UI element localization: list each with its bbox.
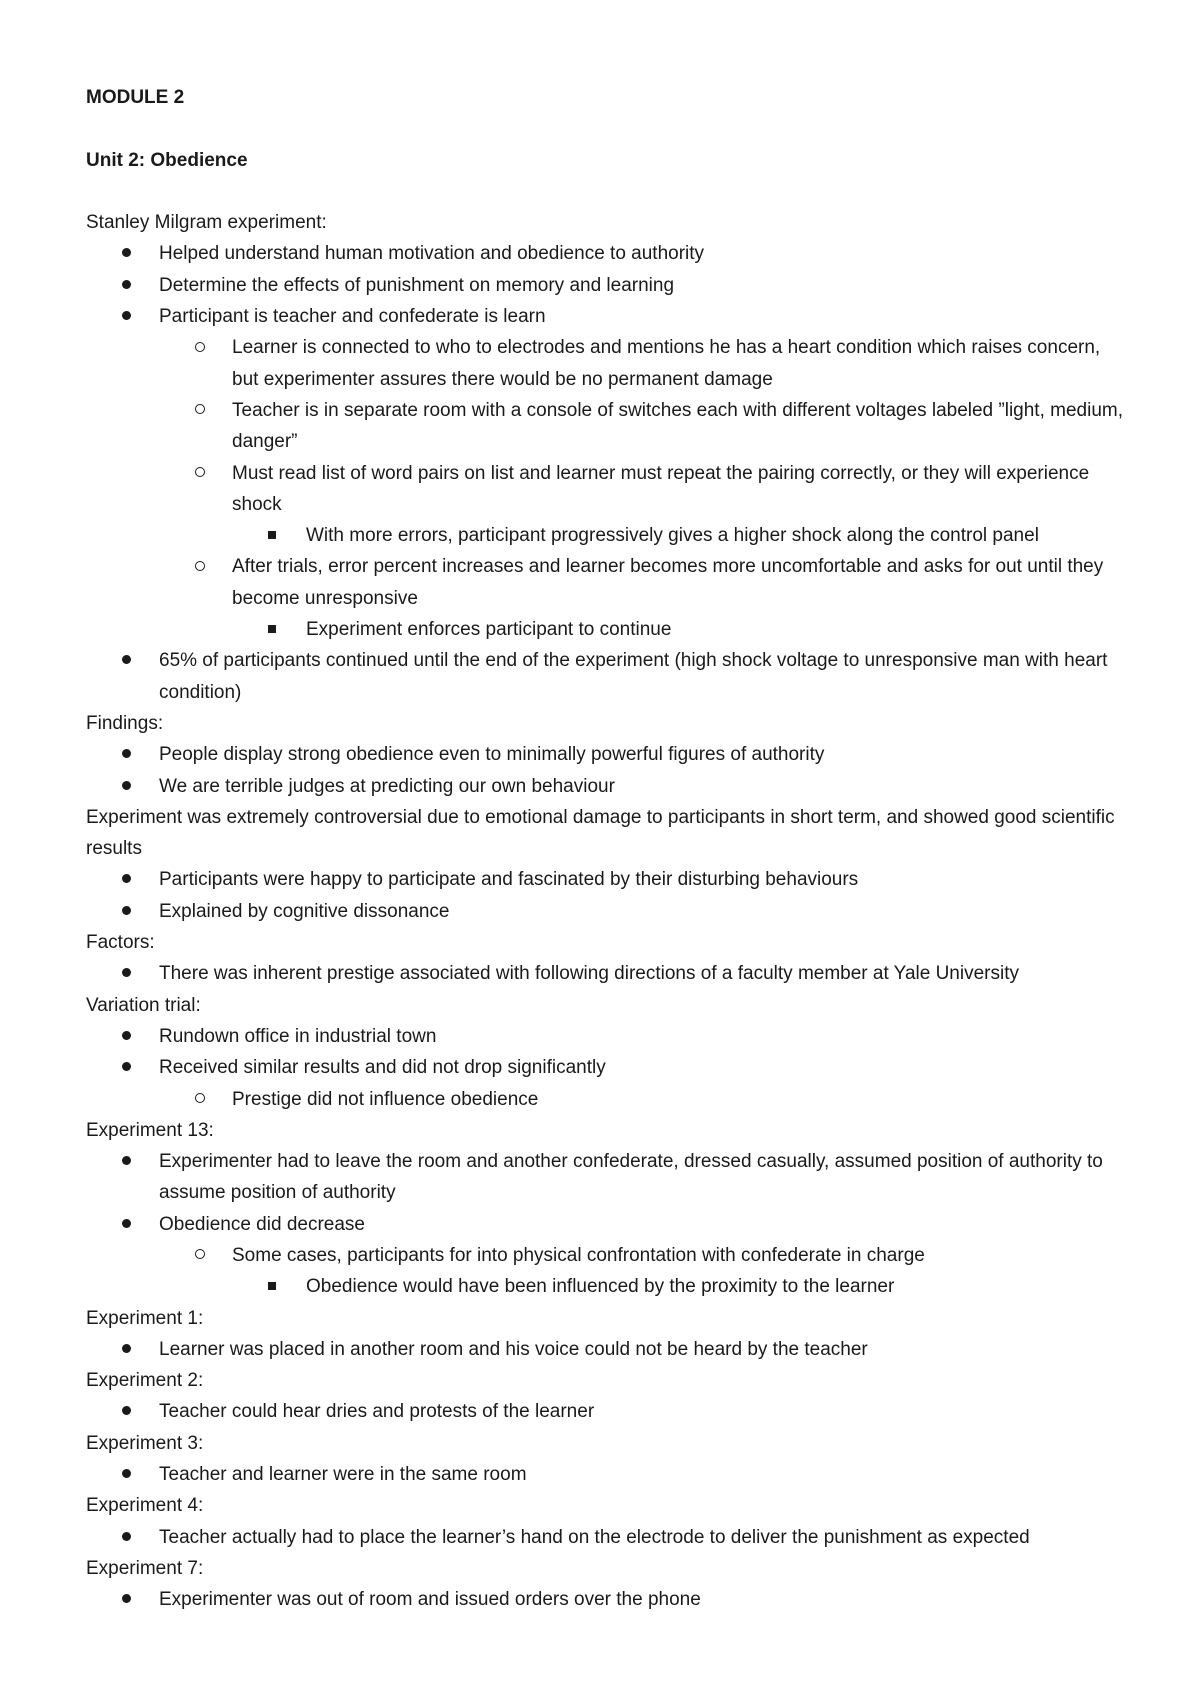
list-item [86, 238, 1126, 269]
list-item [86, 458, 1126, 521]
list-item-text: With more errors, participant progressively gives a higher shock along the control panel [306, 525, 1039, 547]
bullet-circle-icon [195, 551, 205, 582]
list-item-text: Teacher could hear dries and protests of the learner [159, 1401, 595, 1423]
bullet-dot-icon [122, 1021, 131, 1052]
bullet-dot-icon [122, 771, 131, 802]
list-item [86, 395, 1126, 458]
unit-title: Unit 2: Obedience [86, 149, 248, 171]
list-item [86, 771, 1126, 802]
bullet-dot-icon [122, 1459, 131, 1490]
list-item [86, 1146, 1126, 1209]
list-item-text: Teacher and learner were in the same room [159, 1464, 527, 1486]
bullet-dot-icon [122, 864, 131, 895]
list-item-text: Explained by cognitive dissonance [159, 900, 450, 922]
bullet-dot-icon [122, 1209, 131, 1240]
list-item-text: Obedience did decrease [159, 1213, 365, 1235]
bullet-dot-icon [122, 1334, 131, 1365]
list-item-text: Some cases, participants for into physical confrontation with confederate in charge [232, 1244, 925, 1266]
list-item [86, 520, 1126, 551]
list-item [86, 1396, 1126, 1427]
bullet-circle-icon [195, 1084, 205, 1115]
list-item [86, 1584, 1126, 1615]
spacer [86, 113, 1126, 144]
list-item [86, 645, 1126, 708]
list-item [86, 332, 1126, 395]
list-item [86, 1052, 1126, 1083]
section-heading: Variation trial: [86, 994, 201, 1016]
bullet-dot-icon [122, 1522, 131, 1553]
list-item-text: Teacher is in separate room with a console of switches each with different voltages labeled ”light, medium, danger” [232, 399, 1123, 453]
bullet-square-icon [268, 520, 276, 551]
section-heading: Experiment 2: [86, 1370, 204, 1392]
bullet-square-icon [268, 614, 276, 645]
list-item-text: Teacher actually had to place the learner’s hand on the electrode to deliver the punishment as expected [159, 1526, 1030, 1548]
list-item [86, 864, 1126, 895]
bullet-dot-icon [122, 301, 131, 332]
module-title: MODULE 2 [86, 87, 185, 108]
section-heading: Experiment 13: [86, 1119, 214, 1141]
bullet-circle-icon [195, 332, 205, 363]
bullet-dot-icon [122, 1052, 131, 1083]
spacer [86, 176, 1126, 207]
list-item-text: 65% of participants continued until the end of the experiment (high shock voltage to unresponsive man with heart condition) [159, 650, 1108, 703]
list-item-text: Experimenter had to leave the room and another confederate, dressed casually, assumed position of authority to assume position of authority [159, 1151, 1103, 1204]
list-item [86, 614, 1126, 645]
section-heading: Experiment 3: [86, 1432, 204, 1454]
list-item [86, 1084, 1126, 1115]
section-heading: Stanley Milgram experiment: [86, 212, 327, 234]
bullet-dot-icon [122, 238, 131, 269]
list-item-text: Obedience would have been influenced by the proximity to the learner [306, 1276, 895, 1298]
bullet-dot-icon [122, 896, 131, 927]
bullet-dot-icon [122, 1396, 131, 1427]
section-heading: Experiment 7: [86, 1557, 204, 1579]
notes-body [86, 207, 1126, 1615]
list-item-text: Participants were happy to participate and fascinated by their disturbing behaviours [159, 869, 859, 891]
list-item-text: People display strong obedience even to minimally powerful figures of authority [159, 744, 825, 766]
bullet-dot-icon [122, 1584, 131, 1615]
bullet-circle-icon [195, 395, 205, 426]
bullet-dot-icon [122, 739, 131, 770]
list-item-text: We are terrible judges at predicting our own behaviour [159, 775, 615, 797]
list-item-text: Received similar results and did not drop significantly [159, 1057, 606, 1079]
section-heading: Factors: [86, 932, 155, 954]
list-item [86, 896, 1126, 927]
section-heading: Experiment was extremely controversial due to emotional damage to participants in short term, and showed good scientific results [86, 806, 1115, 860]
list-item-text: Learner was placed in another room and his voice could not be heard by the teacher [159, 1338, 868, 1360]
list-item [86, 1209, 1126, 1240]
list-item-text: Prestige did not influence obedience [232, 1088, 539, 1110]
bullet-dot-icon [122, 958, 131, 989]
bullet-square-icon [268, 1271, 276, 1302]
list-item-text: Participant is teacher and confederate is learn [159, 306, 546, 328]
list-item [86, 1522, 1126, 1553]
list-item [86, 1021, 1126, 1052]
bullet-dot-icon [122, 645, 131, 676]
list-item-text: Must read list of word pairs on list and learner must repeat the pairing correctly, or they will experience shock [232, 462, 1090, 515]
list-item [86, 551, 1126, 614]
list-item-text: Rundown office in industrial town [159, 1025, 437, 1047]
list-item [86, 270, 1126, 301]
list-item-text: After trials, error percent increases and learner becomes more uncomfortable and asks for out until they become unresponsive [232, 556, 1104, 609]
list-item-text: Experimenter was out of room and issued orders over the phone [159, 1589, 701, 1611]
list-item [86, 1271, 1126, 1302]
bullet-dot-icon [122, 1146, 131, 1177]
list-item [86, 301, 1126, 332]
bullet-dot-icon [122, 270, 131, 301]
bullet-circle-icon [195, 1240, 205, 1271]
list-item [86, 1334, 1126, 1365]
section-heading: Findings: [86, 712, 164, 734]
section-heading: Experiment 4: [86, 1495, 204, 1517]
bullet-circle-icon [195, 458, 205, 489]
list-item [86, 958, 1126, 989]
list-item-text: Experiment enforces participant to continue [306, 619, 672, 641]
list-item-text: Helped understand human motivation and obedience to authority [159, 243, 705, 265]
section-heading: Experiment 1: [86, 1307, 204, 1329]
list-item [86, 1459, 1126, 1490]
list-item-text: There was inherent prestige associated with following directions of a faculty member at Yale University [159, 963, 1019, 985]
list-item [86, 739, 1126, 770]
list-item-text: Determine the effects of punishment on memory and learning [159, 274, 675, 296]
document-page [86, 82, 1126, 1616]
list-item-text: Learner is connected to who to electrodes and mentions he has a heart condition which raises concern, but experimenter assures there would be no permanent damage [232, 337, 1101, 390]
list-item [86, 1240, 1126, 1271]
